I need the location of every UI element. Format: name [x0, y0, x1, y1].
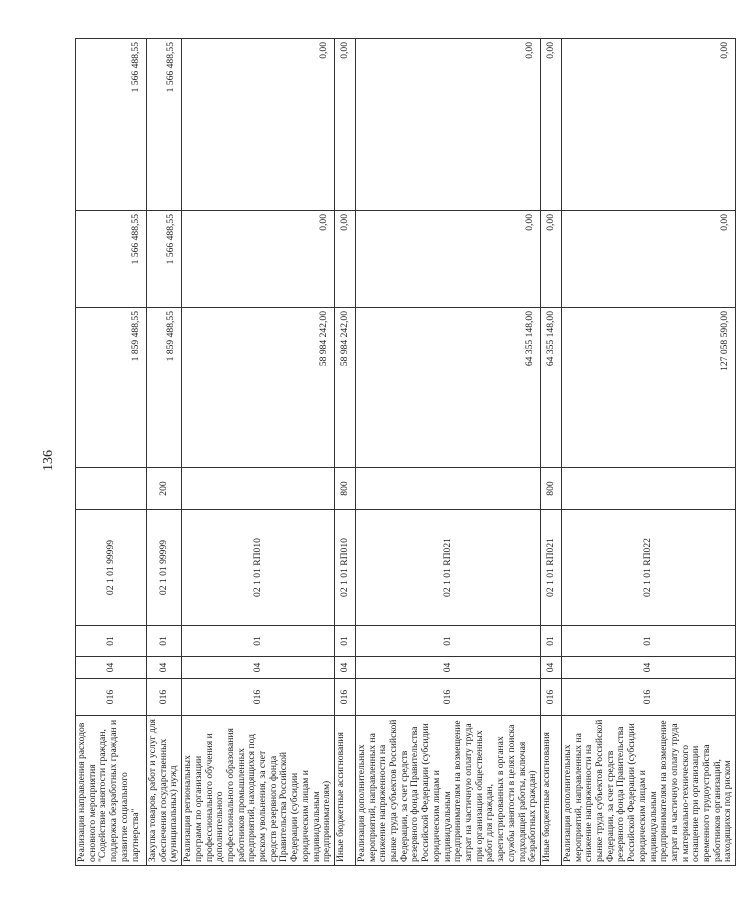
row-amount-2: 0,00 — [182, 211, 335, 308]
budget-table-sheet — [75, 39, 734, 866]
row-amount-3: 1 566 488,55 — [76, 39, 147, 211]
row-grbs: 016 — [182, 679, 335, 716]
row-expense-type: 800 — [334, 468, 355, 510]
row-name: Реализация направления расходов основного мероприятия "Содействие занятости граждан, поддержка безработных граждан и развитие социального партнерства" — [76, 716, 147, 866]
row-amount-3: 0,00 — [355, 39, 540, 211]
row-podrazdel: 01 — [76, 626, 147, 657]
row-name: Закупка товаров, работ и услуг для обеспечения государственных (муниципальных) нужд — [147, 716, 182, 866]
row-amount-2: 0,00 — [540, 211, 561, 308]
row-target-article: 02 1 01 RП022 — [561, 510, 735, 626]
budget-table — [75, 38, 736, 866]
row-razdel: 04 — [147, 657, 182, 679]
row-expense-type — [76, 468, 147, 510]
row-amount-1: 64 355 148,00 — [355, 308, 540, 468]
rotated-page-content — [75, 39, 734, 866]
row-razdel: 04 — [76, 657, 147, 679]
row-amount-1: 64 355 148,00 — [540, 308, 561, 468]
row-amount-1: 1 859 488,55 — [76, 308, 147, 468]
row-amount-1: 58 984 242,00 — [334, 308, 355, 468]
row-expense-type — [561, 468, 735, 510]
row-podrazdel: 01 — [540, 626, 561, 657]
row-expense-type: 800 — [540, 468, 561, 510]
row-razdel: 04 — [355, 657, 540, 679]
row-amount-3: 0,00 — [540, 39, 561, 211]
row-name: Иные бюджетные ассигнования — [540, 716, 561, 866]
row-target-article: 02 1 01 RП021 — [355, 510, 540, 626]
row-podrazdel: 01 — [355, 626, 540, 657]
row-name: Иные бюджетные ассигнования — [334, 716, 355, 866]
row-grbs: 016 — [334, 679, 355, 716]
row-amount-2: 0,00 — [355, 211, 540, 308]
row-target-article: 02 1 01 RП010 — [334, 510, 355, 626]
row-grbs: 016 — [76, 679, 147, 716]
table-row — [182, 39, 335, 866]
row-amount-2: 0,00 — [334, 211, 355, 308]
table-row — [334, 39, 355, 866]
row-amount-3: 0,00 — [182, 39, 335, 211]
table-row — [355, 39, 540, 866]
row-podrazdel: 01 — [182, 626, 335, 657]
row-amount-1: 1 859 488,55 — [147, 308, 182, 468]
row-razdel: 04 — [540, 657, 561, 679]
row-target-article: 02 1 01 99999 — [76, 510, 147, 626]
row-expense-type — [355, 468, 540, 510]
row-grbs: 016 — [355, 679, 540, 716]
row-amount-2: 0,00 — [561, 211, 735, 308]
row-amount-3: 1 566 488,55 — [147, 39, 182, 211]
row-amount-3: 0,00 — [561, 39, 735, 211]
row-podrazdel: 01 — [147, 626, 182, 657]
row-name: Реализация дополнительных мероприятий, направленных на снижение напряженности на рынке труда субъектов Российской Федерации, за счет средств резервного фонда Правительства Российской Федерации (субсидии юридическим лицам и индивидуальным предпринимателям на возмещение затрат на частичную оплату труда при организации общественных работ для граждан, зарегистрированных в органах службы занятости в целях поиска подходящей работы, включая безработных граждан) — [355, 716, 540, 866]
row-amount-1: 127 058 590,00 — [561, 308, 735, 468]
row-podrazdel: 01 — [334, 626, 355, 657]
row-grbs: 016 — [561, 679, 735, 716]
row-target-article: 02 1 01 RП010 — [182, 510, 335, 626]
page-number: 136 — [41, 450, 56, 471]
row-razdel: 04 — [561, 657, 735, 679]
row-amount-3: 0,00 — [334, 39, 355, 211]
table-row — [147, 39, 182, 866]
row-name: Реализация региональных программ по организации профессионального обучения и дополнительного профессионального образования работников промышленных предприятий, находящихся под риском увольнения, за счет средств резервного фонда Правительства Российской Федерации (субсидии юридическим лицам и индивидуальным предпринимателям) — [182, 716, 335, 866]
row-target-article: 02 1 01 RП021 — [540, 510, 561, 626]
table-row — [76, 39, 147, 866]
row-grbs: 016 — [147, 679, 182, 716]
row-podrazdel: 01 — [561, 626, 735, 657]
row-razdel: 04 — [334, 657, 355, 679]
row-name: Реализация дополнительных мероприятий, направленных на снижение напряженности на рынке труда субъектов Российской Федерации, за счет средств резервного фонда Правительства Российской Федерации (субсидии юридическим лицам и индивидуальным предпринимателям на возмещение затрат на частичную оплату труда и материально-технического оснащение при организации временного трудоустройства работников организаций, находящихся под риском — [561, 716, 735, 866]
row-amount-2: 1 566 488,55 — [76, 211, 147, 308]
row-target-article: 02 1 01 99999 — [147, 510, 182, 626]
row-amount-2: 1 566 488,55 — [147, 211, 182, 308]
table-row — [561, 39, 735, 866]
row-razdel: 04 — [182, 657, 335, 679]
row-grbs: 016 — [540, 679, 561, 716]
row-amount-1: 58 984 242,00 — [182, 308, 335, 468]
table-row — [540, 39, 561, 866]
row-expense-type: 200 — [147, 468, 182, 510]
row-expense-type — [182, 468, 335, 510]
